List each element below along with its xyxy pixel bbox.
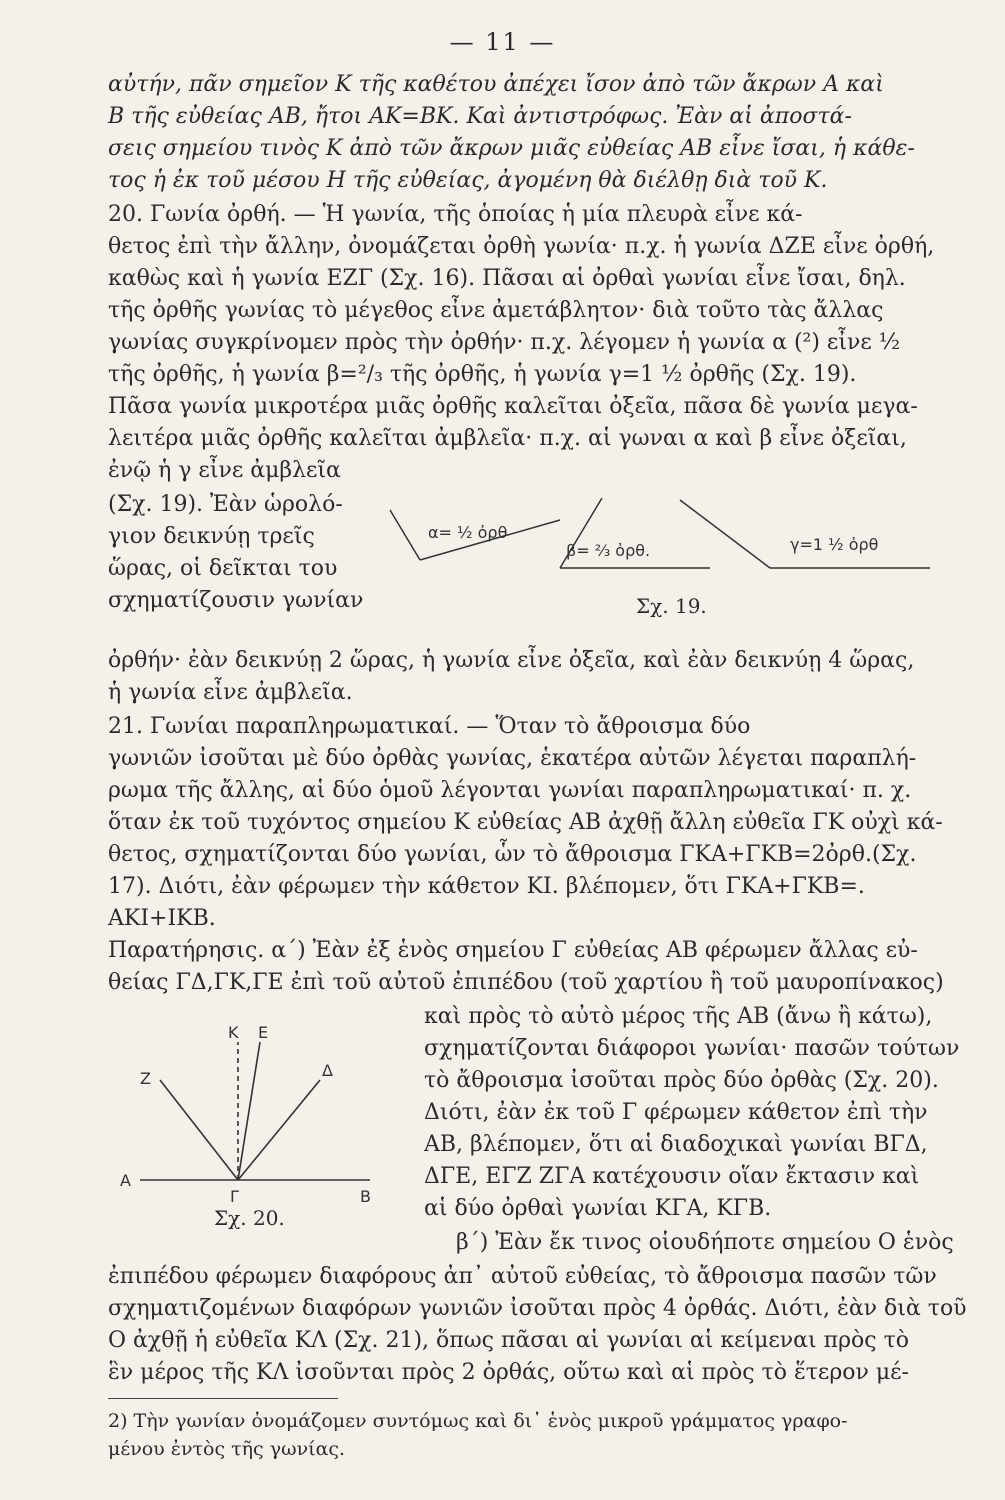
text-line: θετος ἐπὶ τὴν ἄλλην, ὀνομάζεται ὀρθὴ γωνία· π.χ. ἡ γωνία ΔΖΕ εἶνε ὀρθή, <box>108 234 935 259</box>
text-line: Διότι, ἐὰν ἐκ τοῦ Γ φέρωμεν κάθετον ἐπὶ τὴν <box>424 1100 928 1125</box>
text-line: γωνιῶν ἰσοῦται μὲ δύο ὀρθὰς γωνίας, ἑκατέρα αὐτῶν λέγεται παραπλή- <box>108 746 917 771</box>
footnote-divider <box>108 1398 338 1399</box>
text-line: τῆς ὀρθῆς, ἡ γωνία β=²/₃ τῆς ὀρθῆς, ἡ γωνία γ=1 ½ ὀρθῆς (Σχ. 19). <box>108 362 857 387</box>
text-line: (Σχ. 19). Ἐὰν ὡρολό- <box>108 492 343 517</box>
footnote-line: μένου ἐντὸς τῆς γωνίας. <box>108 1438 346 1460</box>
text-line: αὐτήν, πᾶν σημεῖον Κ τῆς καθέτου ἀπέχει ἴσον ἀπὸ τῶν ἄκρων Α καὶ <box>108 72 884 97</box>
text-line: θείας ΓΔ,ΓΚ,ΓΕ ἐπὶ τοῦ αὐτοῦ ἐπιπέδου (τοῦ χαρτίου ἢ τοῦ μαυροπίνακος) <box>108 970 944 995</box>
text-line: ἐπιπέδου φέρωμεν διαφόρους ἀπ᾽ αὐτοῦ εὐθείας, τὸ ἄθροισμα πασῶν τῶν <box>108 1264 937 1289</box>
text-line: Β τῆς εὐθείας ΑΒ, ἤτοι ΑΚ=ΒΚ. Καὶ ἀντιστρόφως. Ἐὰν αἱ ἀποστά- <box>108 104 852 129</box>
figure-19 <box>380 490 940 600</box>
label-Z: Ζ <box>140 1069 151 1088</box>
text-line: λειτέρα μιᾶς ὀρθῆς καλεῖται ἀμβλεῖα· π.χ. αἱ γωναι α καὶ β εἶνε ὀξεῖαι, <box>108 426 907 451</box>
text-line: καθὼς καὶ ἡ γωνία ΕΖΓ (Σχ. 16). Πᾶσαι αἱ ὀρθαὶ γωνίαι εἶνε ἴσαι, δηλ. <box>108 266 906 291</box>
text-line: σεις σημείου τινὸς Κ ἀπὸ τῶν ἄκρων μιᾶς εὐθείας ΑΒ εἶνε ἴσαι, ἡ κάθε- <box>108 136 915 161</box>
label-B: Β <box>360 1187 371 1206</box>
text-line: ὅταν ἐκ τοῦ τυχόντος σημείου Κ εὐθείας ΑΒ ἀχθῇ ἄλλη εὐθεῖα ΓΚ οὐχὶ κά- <box>108 810 943 835</box>
line-GE <box>238 1042 260 1180</box>
alpha-label: α= ½ ὀρθ <box>428 523 508 542</box>
text-line: σχηματίζουσιν γωνίαν <box>108 588 364 613</box>
text-line: ἡ γωνία εἶνε ἀμβλεῖα. <box>108 680 353 705</box>
footnote-line: 2) Τὴν γωνίαν ὀνομάζομεν συντόμως καὶ δι᾽ ἑνὸς μικροῦ γράμματος γραφο- <box>108 1410 848 1432</box>
page-number: — 11 — <box>449 28 556 56</box>
label-E: Ε <box>258 1023 269 1042</box>
text-line: ρωμα τῆς ἄλλης, αἱ δύο ὁμοῦ λέγονται γωνίαι παραπληρωματικαί· π. χ. <box>108 778 912 803</box>
text-line: αἱ δύο ὀρθαὶ γωνίαι ΚΓΑ, ΚΓΒ. <box>424 1196 772 1221</box>
text-line: Πᾶσα γωνία μικροτέρα μιᾶς ὀρθῆς καλεῖται ὀξεῖα, πᾶσα δὲ γωνία μεγα- <box>108 394 918 419</box>
text-line: θετος, σχηματίζονται δύο γωνίαι, ὧν τὸ ἄθροισμα ΓΚΑ+ΓΚΒ=2ὀρθ.(Σχ. <box>108 842 917 867</box>
line-GZ <box>160 1080 238 1180</box>
text-line: τῆς ὀρθῆς γωνίας τὸ μέγεθος εἶνε ἀμετάβλητον· διὰ τοῦτο τὰς ἄλλας <box>108 298 884 323</box>
text-line: ἓν μέρος τῆς ΚΛ ἰσοῦνται πρὸς 2 ὀρθάς, οὕτω καὶ αἱ πρὸς τὸ ἕτερον μέ- <box>108 1360 909 1385</box>
text-line: ΑΚΙ+ΙΚΒ. <box>108 906 216 931</box>
figure-19-caption: Σχ. 19. <box>636 594 707 618</box>
text-line: γωνίας συγκρίνομεν πρὸς τὴν ὀρθήν· π.χ. λέγομεν ἡ γωνία α (²) εἶνε ½ <box>108 330 901 355</box>
text-line: σχηματίζονται διάφοροι γωνίαι· πασῶν τούτων <box>424 1036 960 1061</box>
label-G: Γ <box>230 1187 239 1206</box>
text-line: ΔΓΕ, ΕΓΖ ΖΓΑ κατέχουσιν οἵαν ἔκτασιν καὶ <box>424 1164 920 1189</box>
line-GD <box>238 1080 320 1180</box>
figure-20 <box>110 1020 400 1220</box>
label-A: Α <box>120 1171 131 1190</box>
text-line: ΑΒ, βλέπομεν, ὅτι αἱ διαδοχικαὶ γωνίαι ΒΓΔ, <box>424 1132 928 1157</box>
label-K: Κ <box>228 1023 239 1042</box>
text-line: ὀρθήν· ἐὰν δεικνύῃ 2 ὥρας, ἡ γωνία εἶνε ὀξεῖα, καὶ ἐὰν δεικνύῃ 4 ὥρας, <box>108 648 915 673</box>
text-line: ἐνῷ ἡ γ εἶνε ἀμβλεῖα <box>108 458 341 483</box>
text-line: ὥρας, οἱ δεῖκται του <box>108 556 338 581</box>
gamma-label: γ=1 ½ ὀρθ <box>790 535 879 554</box>
text-line: καὶ πρὸς τὸ αὐτὸ μέρος τῆς ΑΒ (ἄνω ἢ κάτω), <box>424 1004 933 1029</box>
angle-gamma <box>680 500 930 568</box>
text-line: σχηματιζομένων διαφόρων γωνιῶν ἰσοῦται πρὸς 4 ὀρθάς. Διότι, ἐὰν διὰ τοῦ <box>108 1296 967 1321</box>
text-line: τὸ ἄθροισμα ἰσοῦται πρὸς δύο ὀρθὰς (Σχ. 20). <box>424 1068 939 1093</box>
text-line: γιον δεικνύῃ τρεῖς <box>108 524 315 549</box>
beta-label: β= ⅔ ὀρθ. <box>566 541 651 560</box>
figure-20-caption: Σχ. 20. <box>214 1206 285 1230</box>
text-line: τος ἡ ἐκ τοῦ μέσου Η τῆς εὐθείας, ἀγομένη θὰ διέλθῃ διὰ τοῦ Κ. <box>108 168 828 193</box>
text-line: Παρατήρησις. α΄) Ἐὰν ἐξ ἑνὸς σημείου Γ εὐθείας ΑΒ φέρωμεν ἄλλας εὐ- <box>108 938 918 963</box>
label-D: Δ <box>322 1061 333 1080</box>
section-heading-21: 21. Γωνίαι παραπληρωματικαί. — Ὅταν τὸ ἄθροισμα δύο <box>108 714 751 739</box>
text-line: 17). Διότι, ἐὰν φέρωμεν τὴν κάθετον ΚΙ. βλέπομεν, ὅτι ΓΚΑ+ΓΚΒ=. <box>108 874 865 899</box>
text-line: β΄) Ἐὰν ἔκ τινος οἱουδήποτε σημείου Ο ἑνὸς <box>456 1230 954 1255</box>
text-line: Ο ἀχθῇ ἡ εὐθεῖα ΚΛ (Σχ. 21), ὅπως πᾶσαι αἱ γωνίαι αἱ κείμεναι πρὸς τὸ <box>108 1328 910 1353</box>
section-heading-20: 20. Γωνία ὀρθή. — Ἡ γωνία, τῆς ὁποίας ἡ μία πλευρὰ εἶνε κά- <box>108 202 803 227</box>
